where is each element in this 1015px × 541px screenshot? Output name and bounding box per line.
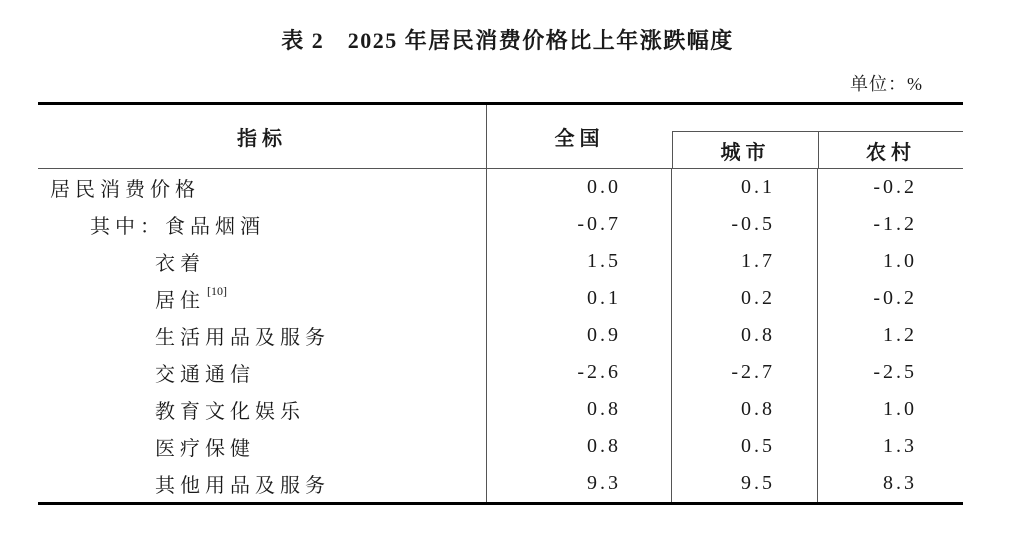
rural-value: -1.2 [873,213,917,235]
column-header-rural: 农村 [818,132,963,168]
column-header-urban: 城市 [672,132,818,168]
urban-value: 0.5 [672,428,818,465]
national-value: 0.8 [487,428,672,465]
national-value: 0.9 [487,317,672,354]
row-label: 交通通信 [155,364,255,386]
table-body [38,169,963,502]
rural-value: -0.2 [873,176,917,198]
rural-value: -2.5 [873,361,917,383]
table-header [38,105,963,169]
urban-value: 0.2 [672,280,818,317]
rural-value: 1.2 [883,324,917,346]
national-value: 9.3 [487,465,672,502]
rural-value: -0.2 [873,287,917,309]
urban-value: 0.8 [672,317,818,354]
table-row [38,317,963,354]
national-value: -0.7 [487,206,672,243]
cpi-table [38,102,963,505]
header-subrow [672,131,963,168]
urban-value: -2.7 [672,354,818,391]
column-header-national: 全国 [554,128,605,150]
row-label-cell [38,280,487,317]
national-value: 0.8 [487,391,672,428]
row-label: 居民消费价格 [50,179,200,201]
national-value: -2.6 [487,354,672,391]
urban-value: -0.5 [672,206,818,243]
unit-label: 单位：% [850,74,923,94]
national-value: 0.1 [487,280,672,317]
footnote-ref: [10] [207,284,227,298]
table-row [38,428,963,465]
rural-value: 8.3 [883,472,917,494]
row-label-cell [38,428,487,465]
rural-value: 1.0 [883,398,917,420]
row-label-cell [38,465,487,502]
row-label: 衣着 [155,253,205,275]
urban-value: 1.7 [672,243,818,280]
row-label-cell [38,169,487,206]
row-label-cell [38,391,487,428]
table-row [38,465,963,502]
row-label: 生活用品及服务 [155,327,330,349]
table-row [38,354,963,391]
national-value: 1.5 [487,243,672,280]
table-title: 表 2 2025 年居民消费价格比上年涨跌幅度 [281,28,734,53]
rural-value: 1.0 [883,250,917,272]
table-row [38,169,963,206]
row-label-cell [38,243,487,280]
column-header-indicator: 指标 [38,105,487,168]
urban-value: 0.1 [672,169,818,206]
rural-value: 1.3 [883,435,917,457]
table-row [38,280,963,317]
urban-value: 0.8 [672,391,818,428]
row-label: 其他用品及服务 [155,475,330,497]
header-spacer [672,105,963,131]
row-label: 其中：食品烟酒 [90,216,265,238]
table-row [38,243,963,280]
row-label-cell [38,317,487,354]
national-value: 0.0 [487,169,672,206]
row-label: 医疗保健 [155,438,255,460]
table-row [38,391,963,428]
row-label-cell [38,354,487,391]
urban-rural-header-group [672,105,963,168]
urban-value: 9.5 [672,465,818,502]
row-label-cell [38,206,487,243]
row-label: 居住 [155,290,205,312]
table-row [38,206,963,243]
row-label: 教育文化娱乐 [155,401,305,423]
